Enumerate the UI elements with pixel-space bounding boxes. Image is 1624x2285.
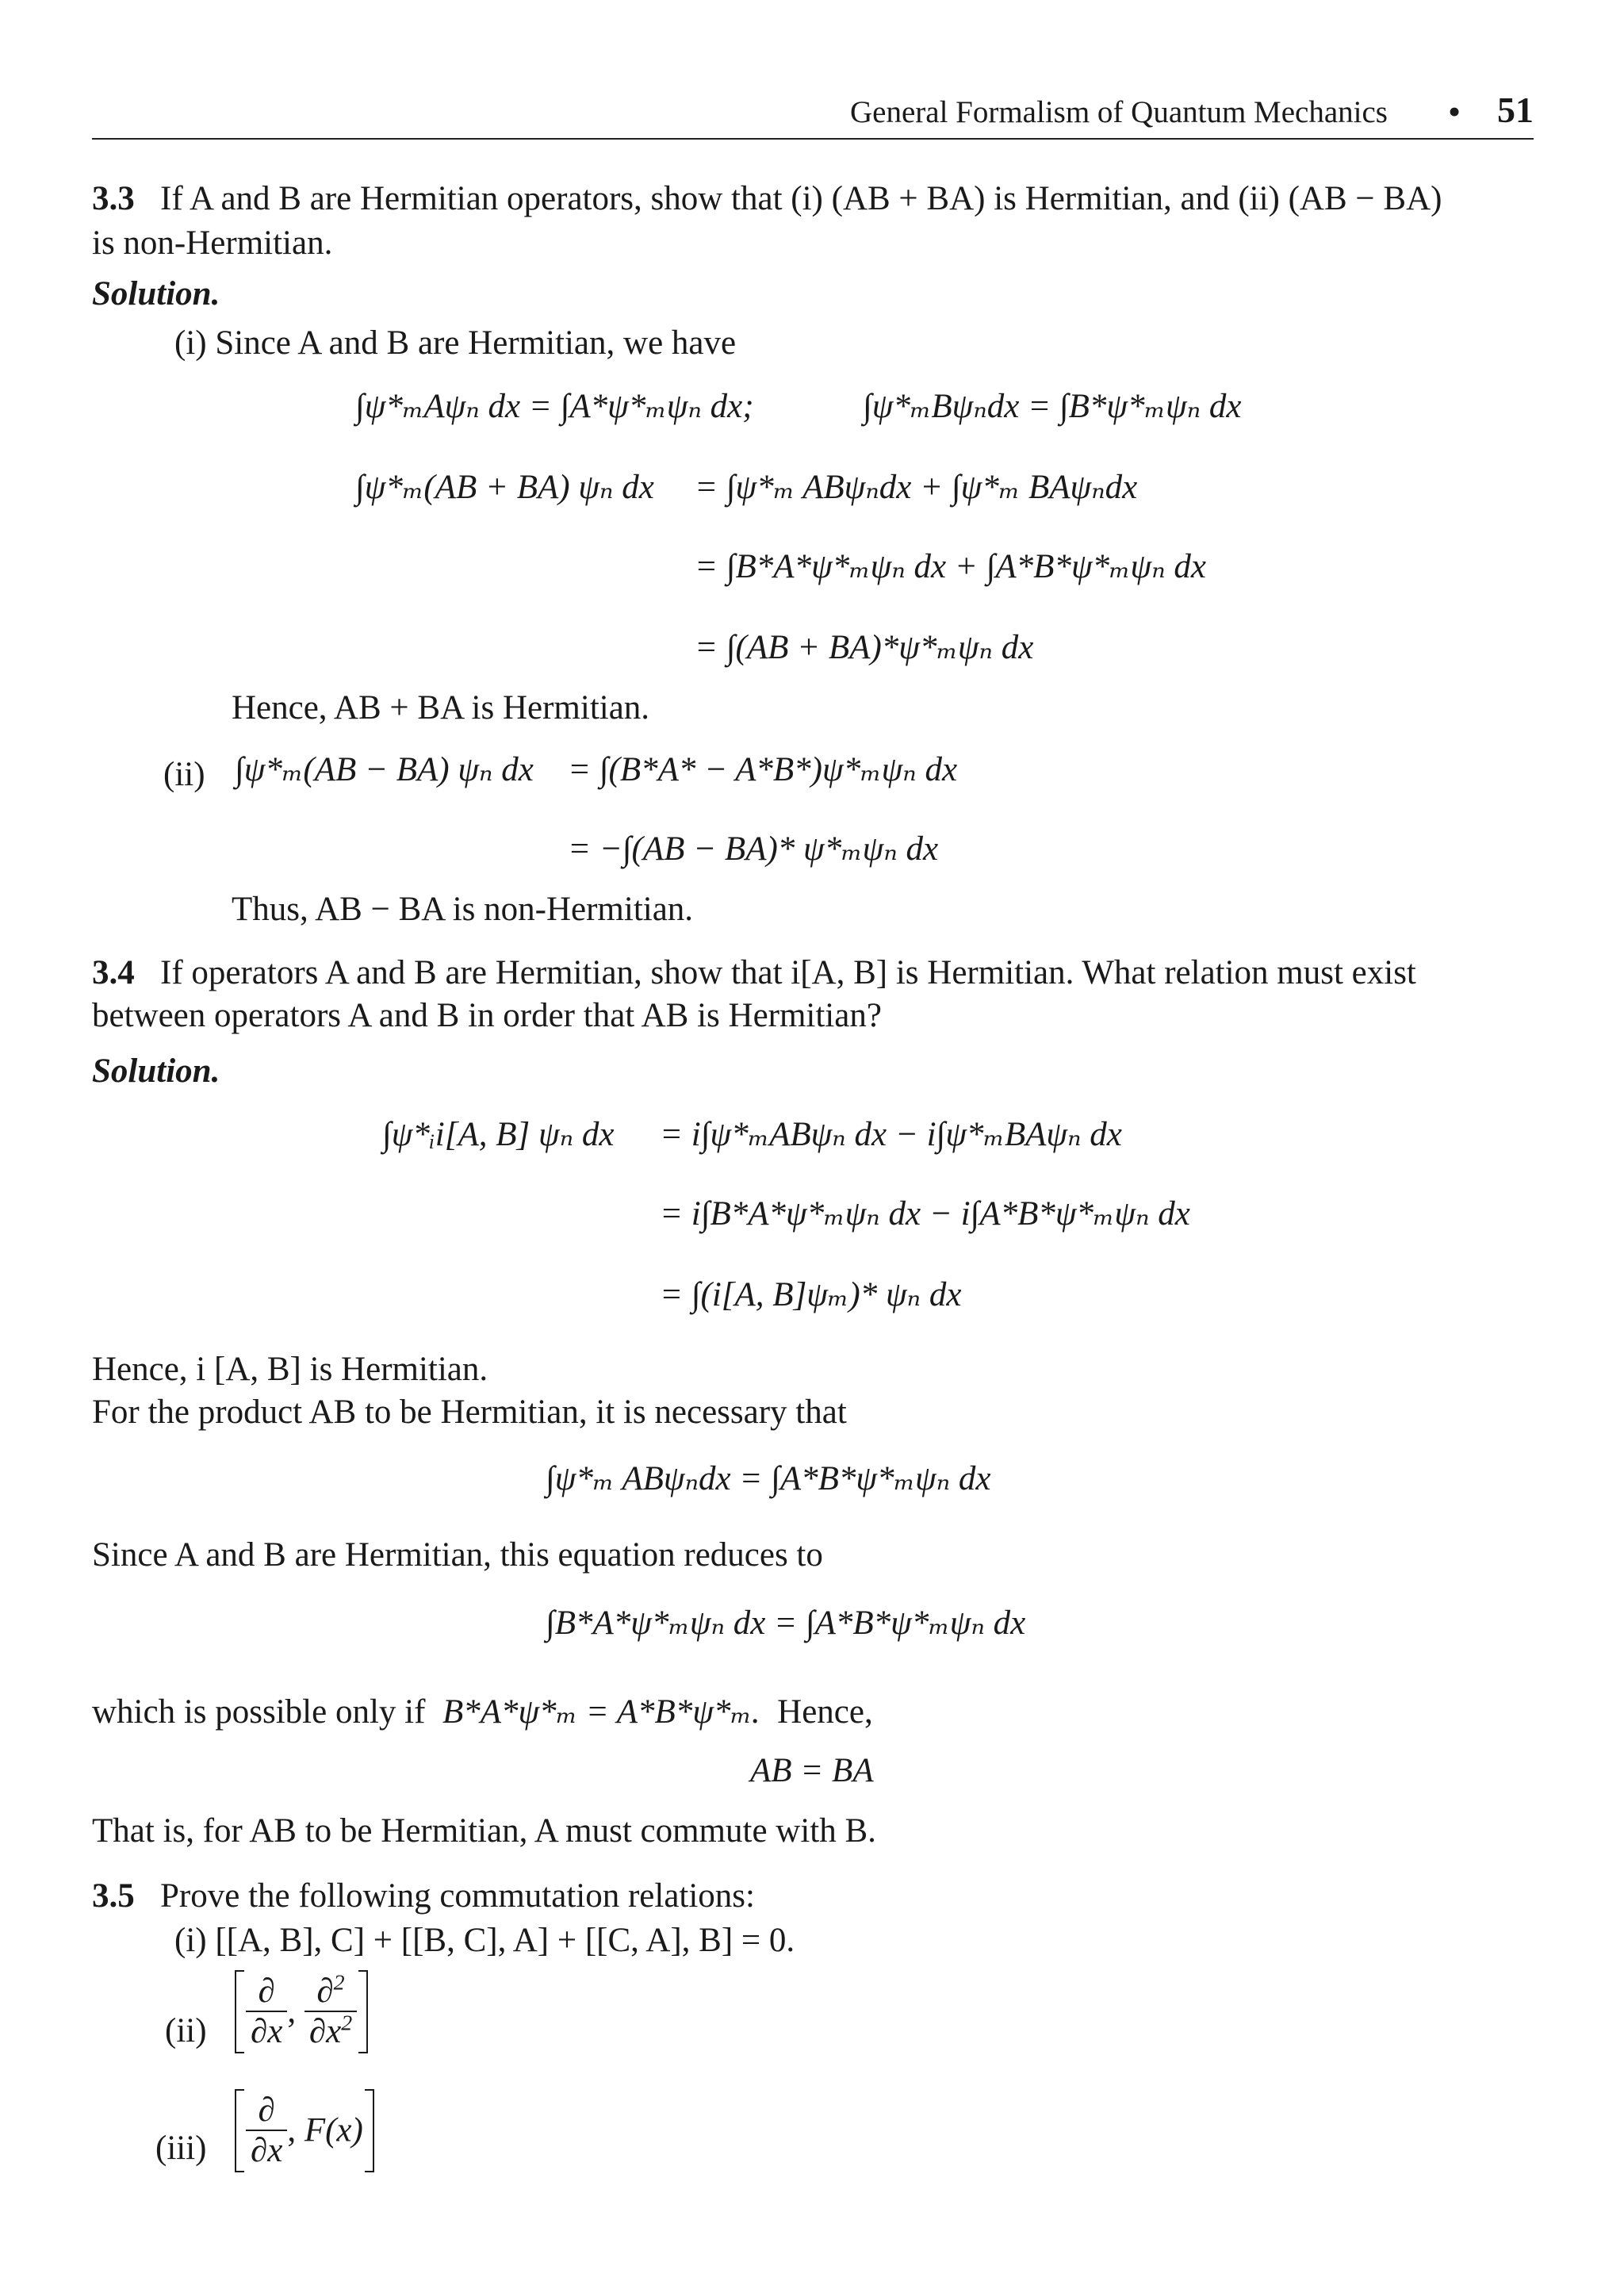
q33-eq2-lhs: ∫ψ*ₘ(AB + BA) ψₙ dx [355, 469, 654, 506]
q33-part-ii-label: (ii) [163, 756, 205, 793]
q33-eq3: = ∫B*A*ψ*ₘψₙ dx + ∫A*B*ψ*ₘψₙ dx [695, 548, 1206, 585]
q34-eq1-rhs: = i∫ψ*ₘABψₙ dx − i∫ψ*ₘBAψₙ dx [660, 1116, 1122, 1153]
header-rule [92, 138, 1534, 140]
q34-eq6: AB = BA [750, 1752, 874, 1789]
q33-part-i-intro: (i) Since A and B are Hermitian, we have [174, 324, 737, 362]
q33-eq5-rhs: = ∫(B*A* − A*B*)ψ*ₘψₙ dx [568, 751, 958, 788]
q35-item-ii-commutator: $\frac{\partial}{\partial x}$ , $\frac{\partial^2}{\partial x^2}$ [235, 1970, 368, 2053]
q34-eq5: ∫B*A*ψ*ₘψₙ dx = ∫A*B*ψ*ₘψₙ dx [546, 1604, 1026, 1642]
q35-item-i: (i) [[A, B], C] + [[B, C], A] + [[C, A], B] = 0. [174, 1922, 795, 1959]
q33-eq5-lhs: ∫ψ*ₘ(AB − BA) ψₙ dx [235, 751, 534, 788]
q34-solution-label: Solution. [92, 1052, 220, 1090]
q34-that-is: That is, for AB to be Hermitian, A must commute with B. [92, 1812, 876, 1850]
q33-line1: 3.3 If A and B are Hermitian operators, show that (i) (AB + BA) is Hermitian, and (ii) (AB − BA) [92, 180, 1442, 217]
q33-eq4: = ∫(AB + BA)*ψ*ₘψₙ dx [695, 629, 1034, 666]
q33-line2: is non-Hermitian. [92, 224, 333, 262]
header-bullet: • [1448, 91, 1461, 132]
q34-eq3: = ∫(i[A, B]ψₘ)* ψₙ dx [660, 1276, 962, 1313]
q34-line1: 3.4 If operators A and B are Hermitian, show that i[A, B] is Hermitian. What relation must exist [92, 954, 1416, 991]
q33-eq2-rhs: = ∫ψ*ₘ ABψₙdx + ∫ψ*ₘ BAψₙdx [695, 469, 1138, 506]
running-title: General Formalism of Quantum Mechanics [850, 95, 1388, 129]
q34-for-product: For the product AB to be Hermitian, it is necessary that [92, 1394, 847, 1431]
q33-eq6: = −∫(AB − BA)* ψ*ₘψₙ dx [568, 830, 939, 868]
q33-solution-label: Solution. [92, 275, 220, 312]
q33-conclusion-ii: Thus, AB − BA is non-Hermitian. [232, 891, 694, 928]
q35-number: 3.5 [92, 1877, 135, 1915]
q34-eq2: = i∫B*A*ψ*ₘψₙ dx − i∫A*B*ψ*ₘψₙ dx [660, 1195, 1190, 1233]
q34-since: Since A and B are Hermitian, this equation reduces to [92, 1536, 823, 1574]
q34-which: which is possible only if B*A*ψ*ₘ = A*B*ψ*ₘ. Hence, [92, 1693, 873, 1731]
q34-eq4: ∫ψ*ₘ ABψₙdx = ∫A*B*ψ*ₘψₙ dx [546, 1460, 991, 1497]
q34-hence: Hence, i [A, B] is Hermitian. [92, 1351, 488, 1388]
q35-item-iii-label: (iii) [155, 2130, 207, 2167]
q34-line2: between operators A and B in order that AB is Hermitian? [92, 997, 882, 1034]
q33-eq1a: ∫ψ*ₘAψₙ dx = ∫A*ψ*ₘψₙ dx; [355, 388, 754, 425]
q35-item-iii-commutator: $\frac{\partial}{\partial x}$ , F(x) [235, 2089, 374, 2172]
q33-eq1b: ∫ψ*ₘBψₙdx = ∫B*ψ*ₘψₙ dx [863, 388, 1242, 425]
q34-number: 3.4 [92, 954, 135, 991]
page-number: 51 [1497, 90, 1534, 130]
q35-item-ii-label: (ii) [165, 2012, 207, 2049]
q34-eq1-lhs: ∫ψ*ᵢi[A, B] ψₙ dx [382, 1116, 615, 1153]
q33-number: 3.3 [92, 180, 135, 217]
q35-line1: 3.5 Prove the following commutation relations: [92, 1877, 755, 1915]
q33-conclusion-i: Hence, AB + BA is Hermitian. [232, 689, 650, 727]
